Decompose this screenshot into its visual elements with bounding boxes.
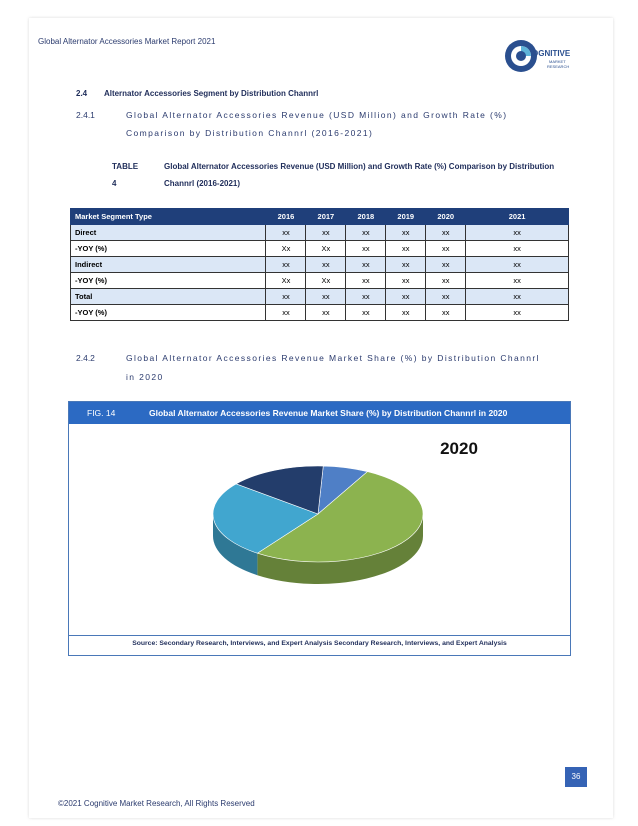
section-title: Alternator Accessories Segment by Distribution Channrl <box>103 89 319 98</box>
table-cell: Total <box>71 289 266 305</box>
table-cell: xx <box>426 241 466 257</box>
table-cell: xx <box>306 225 346 241</box>
table-caption-text: Global Alternator Accessories Revenue (USD Million) and Growth Rate (%) Comparison by Distribution Channrl (2016-2021) <box>164 162 555 188</box>
figure-label: FIG. 14 <box>87 408 116 418</box>
table-cell: Direct <box>71 225 266 241</box>
table-cell: xx <box>386 289 426 305</box>
table-row <box>71 257 569 273</box>
table-cell: xx <box>266 225 306 241</box>
table-cell: xx <box>306 289 346 305</box>
table-header-cell: Market Segment Type <box>71 209 266 225</box>
table-cell: xx <box>466 273 569 289</box>
logo-word: OGNITIVE <box>532 49 571 58</box>
table-cell: -YOY (%) <box>71 305 266 321</box>
section-heading <box>76 89 318 98</box>
table-cell: xx <box>386 273 426 289</box>
table-cell: xx <box>426 273 466 289</box>
subsection-title-line1: Global Alternator Accessories Revenue Market Share (%) by Distribution Channrl <box>126 353 540 363</box>
subsection-number: 2.4.2 <box>76 353 95 363</box>
table-header-row <box>71 209 569 225</box>
table-header-cell: 2018 <box>346 209 386 225</box>
figure-header <box>69 402 570 424</box>
table-cell: Indirect <box>71 257 266 273</box>
table-cell: xx <box>466 257 569 273</box>
table-cell: xx <box>426 225 466 241</box>
table-cell: xx <box>466 305 569 321</box>
pie-chart <box>185 430 569 634</box>
table-cell: xx <box>386 225 426 241</box>
subsection-title-line2: Comparison by Distribution Channrl (2016-2021) <box>126 128 374 138</box>
table-cell: xx <box>466 241 569 257</box>
subsection-title-line1: Global Alternator Accessories Revenue (USD Million) and Growth Rate (%) <box>126 110 508 120</box>
table-cell: xx <box>346 257 386 273</box>
table-cell: xx <box>266 257 306 273</box>
subsection-title-line2: in 2020 <box>126 372 164 382</box>
table-header-cell: 2021 <box>466 209 569 225</box>
revenue-table <box>70 208 569 321</box>
table-cell: xx <box>466 225 569 241</box>
table-cell: xx <box>306 305 346 321</box>
table-caption-label: TABLE 4 <box>112 162 139 188</box>
section-number: 2.4 <box>76 89 88 98</box>
copyright-footer: ©2021 Cognitive Market Research, All Rights Reserved <box>58 799 255 808</box>
table-header-cell: 2019 <box>386 209 426 225</box>
table-row <box>71 225 569 241</box>
table-cell: Xx <box>266 241 306 257</box>
table-cell: xx <box>386 241 426 257</box>
table-cell: Xx <box>266 273 306 289</box>
table-cell: Xx <box>306 241 346 257</box>
report-header-title: Global Alternator Accessories Market Report 2021 <box>38 37 216 46</box>
company-logo <box>503 34 579 78</box>
figure-title: Global Alternator Accessories Revenue Market Share (%) by Distribution Channrl in 2020 <box>149 408 508 418</box>
figure-source: Source: Secondary Research, Interviews, and Expert Analysis Secondary Research, Interviews, and Expert Analysis <box>132 640 507 647</box>
table-row <box>71 305 569 321</box>
table-row <box>71 241 569 257</box>
pie-top-layer <box>213 466 423 562</box>
table-header-cell: 2020 <box>426 209 466 225</box>
table-cell: xx <box>346 225 386 241</box>
table-cell: xx <box>466 289 569 305</box>
table-row <box>71 273 569 289</box>
figure-divider <box>69 635 570 636</box>
table-cell: xx <box>306 257 346 273</box>
table-cell: xx <box>346 305 386 321</box>
table-cell: xx <box>386 305 426 321</box>
table-header-cell: 2017 <box>306 209 346 225</box>
table-cell: -YOY (%) <box>71 241 266 257</box>
logo-line2: MARKET <box>549 59 566 64</box>
page-number: 36 <box>565 767 587 787</box>
table-cell: xx <box>346 241 386 257</box>
table-cell: xx <box>426 257 466 273</box>
table-cell: xx <box>426 289 466 305</box>
table-cell: -YOY (%) <box>71 273 266 289</box>
logo-line3: RESEARCH <box>547 64 570 69</box>
table-cell: xx <box>346 289 386 305</box>
table-header-cell: 2016 <box>266 209 306 225</box>
table-cell: Xx <box>306 273 346 289</box>
chart-title: 2020 <box>440 439 478 458</box>
table-cell: xx <box>386 257 426 273</box>
table-cell: xx <box>346 273 386 289</box>
table-row <box>71 289 569 305</box>
table-cell: xx <box>266 305 306 321</box>
table-cell: xx <box>426 305 466 321</box>
table-cell: xx <box>266 289 306 305</box>
subsection-number: 2.4.1 <box>76 110 95 120</box>
